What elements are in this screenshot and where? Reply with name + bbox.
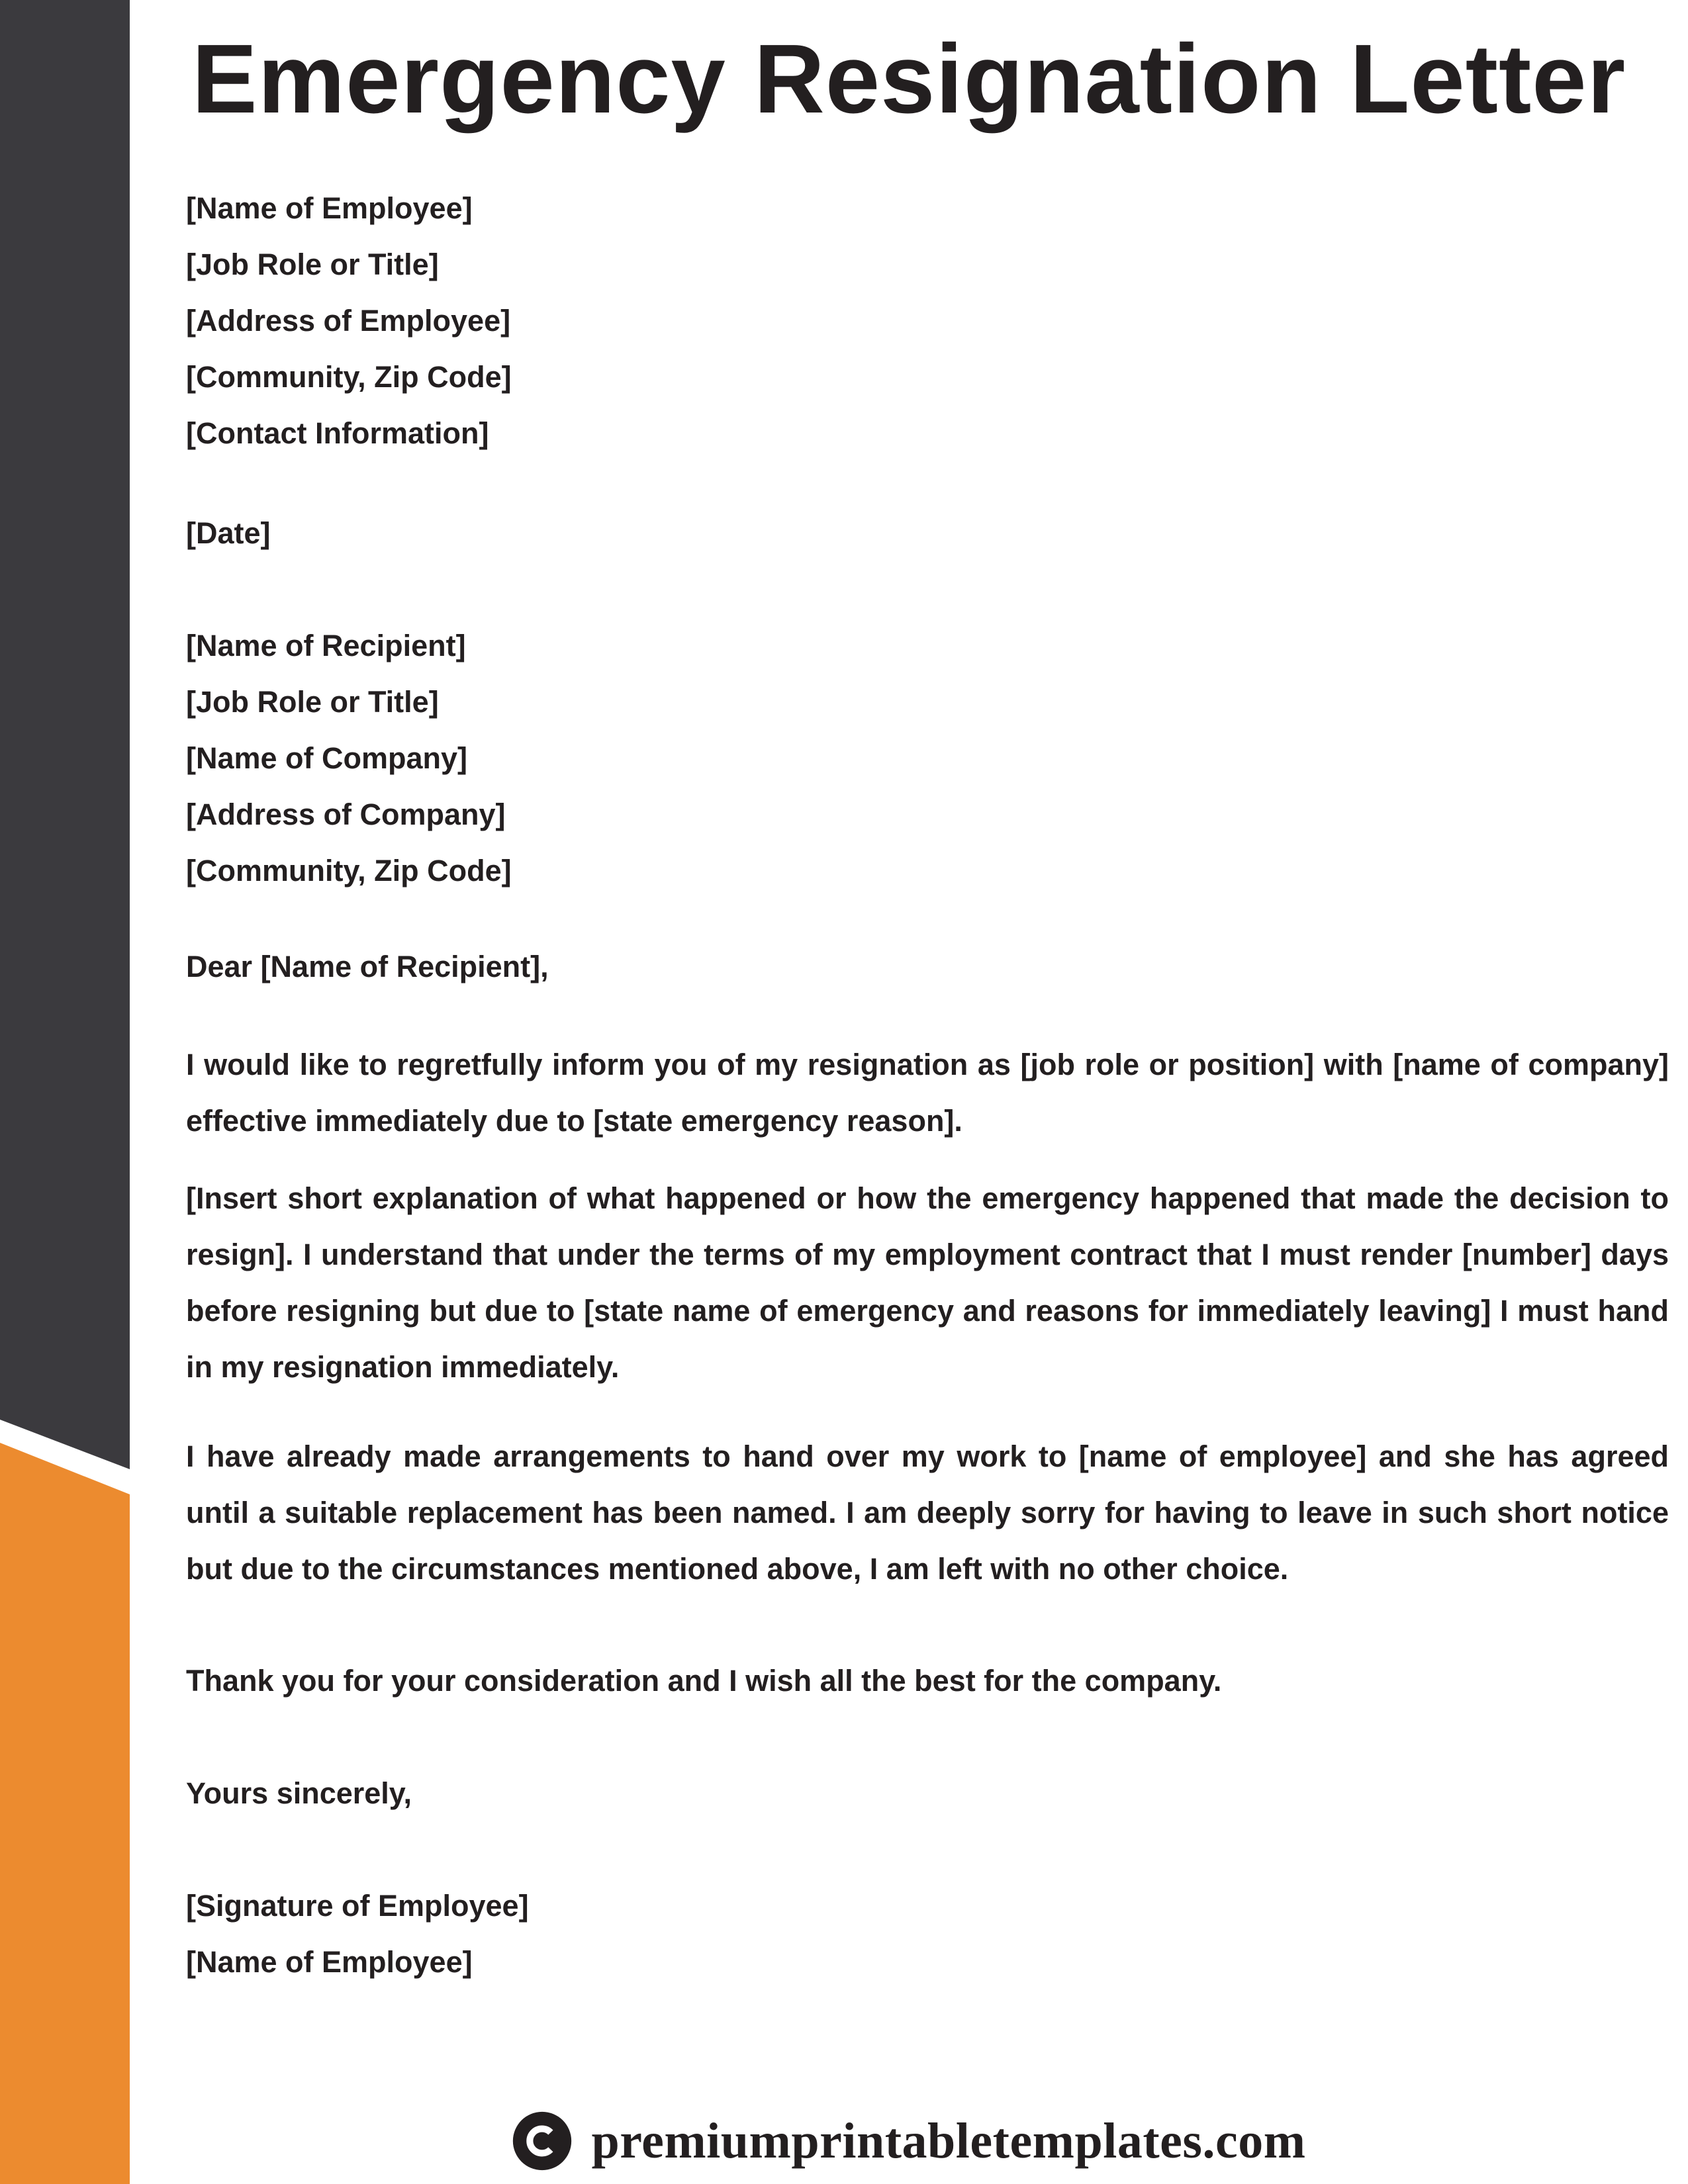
sender-name: [Name of Employee] (186, 191, 473, 225)
signature-block (186, 1878, 1669, 1990)
recipient-address-block (186, 617, 1669, 899)
website-url[interactable]: premiumprintabletemplates.com (591, 2113, 1306, 2169)
recipient-name: [Name of Recipient] (186, 629, 466, 662)
sender-address: [Address of Employee] (186, 304, 511, 338)
sender-community-zip: [Community, Zip Code] (186, 360, 512, 394)
recipient-job-title: [Job Role or Title] (186, 685, 439, 719)
side-band-dark-section (0, 0, 130, 1469)
signature-name: [Name of Employee] (186, 1945, 473, 1979)
sender-contact-info: [Contact Information] (186, 416, 489, 450)
body-paragraph-handover: I have already made arrangements to hand over my work to [name of employee] and she has agreed until a suitable replacement has been named. I am deeply sorry for having to leave in such short notice but due to the circumstances mentioned above, I am left with no other choice. (186, 1439, 1669, 1586)
body-paragraph-resignation-notice: I would like to regretfully inform you of my resignation as [job role or position] with [name of company] effective immediately due to [state emergency reason]. (186, 1048, 1669, 1138)
signature-placeholder: [Signature of Employee] (186, 1889, 529, 1923)
recipient-company-name: [Name of Company] (186, 741, 468, 775)
recipient-company-address: [Address of Company] (186, 797, 506, 831)
letter-date: [Date] (186, 516, 271, 550)
body-paragraph-thanks: Thank you for your consideration and I wish all the best for the company. (186, 1664, 1222, 1698)
side-band-orange-section (0, 1443, 130, 2184)
sender-job-title: [Job Role or Title] (186, 248, 439, 281)
body-paragraph-emergency-explanation: [Insert short explanation of what happened or how the emergency happened that made the decision to resign]. I understand that under the terms of my employment contract that I must render [number] days before resigning but due to [state name of emergency and reasons for immediately leaving] I must hand in my resignation immediately. (186, 1181, 1669, 1384)
decorative-side-band (0, 0, 130, 2184)
recipient-community-zip: [Community, Zip Code] (186, 854, 512, 887)
footer (130, 2108, 1688, 2174)
salutation: Dear [Name of Recipient], (186, 950, 549, 983)
page-title: Emergency Resignation Letter (191, 24, 1626, 134)
sender-address-block (186, 180, 1669, 461)
closing: Yours sincerely, (186, 1776, 412, 1810)
letter-body (186, 180, 1669, 1990)
copyright-icon (512, 2111, 573, 2171)
